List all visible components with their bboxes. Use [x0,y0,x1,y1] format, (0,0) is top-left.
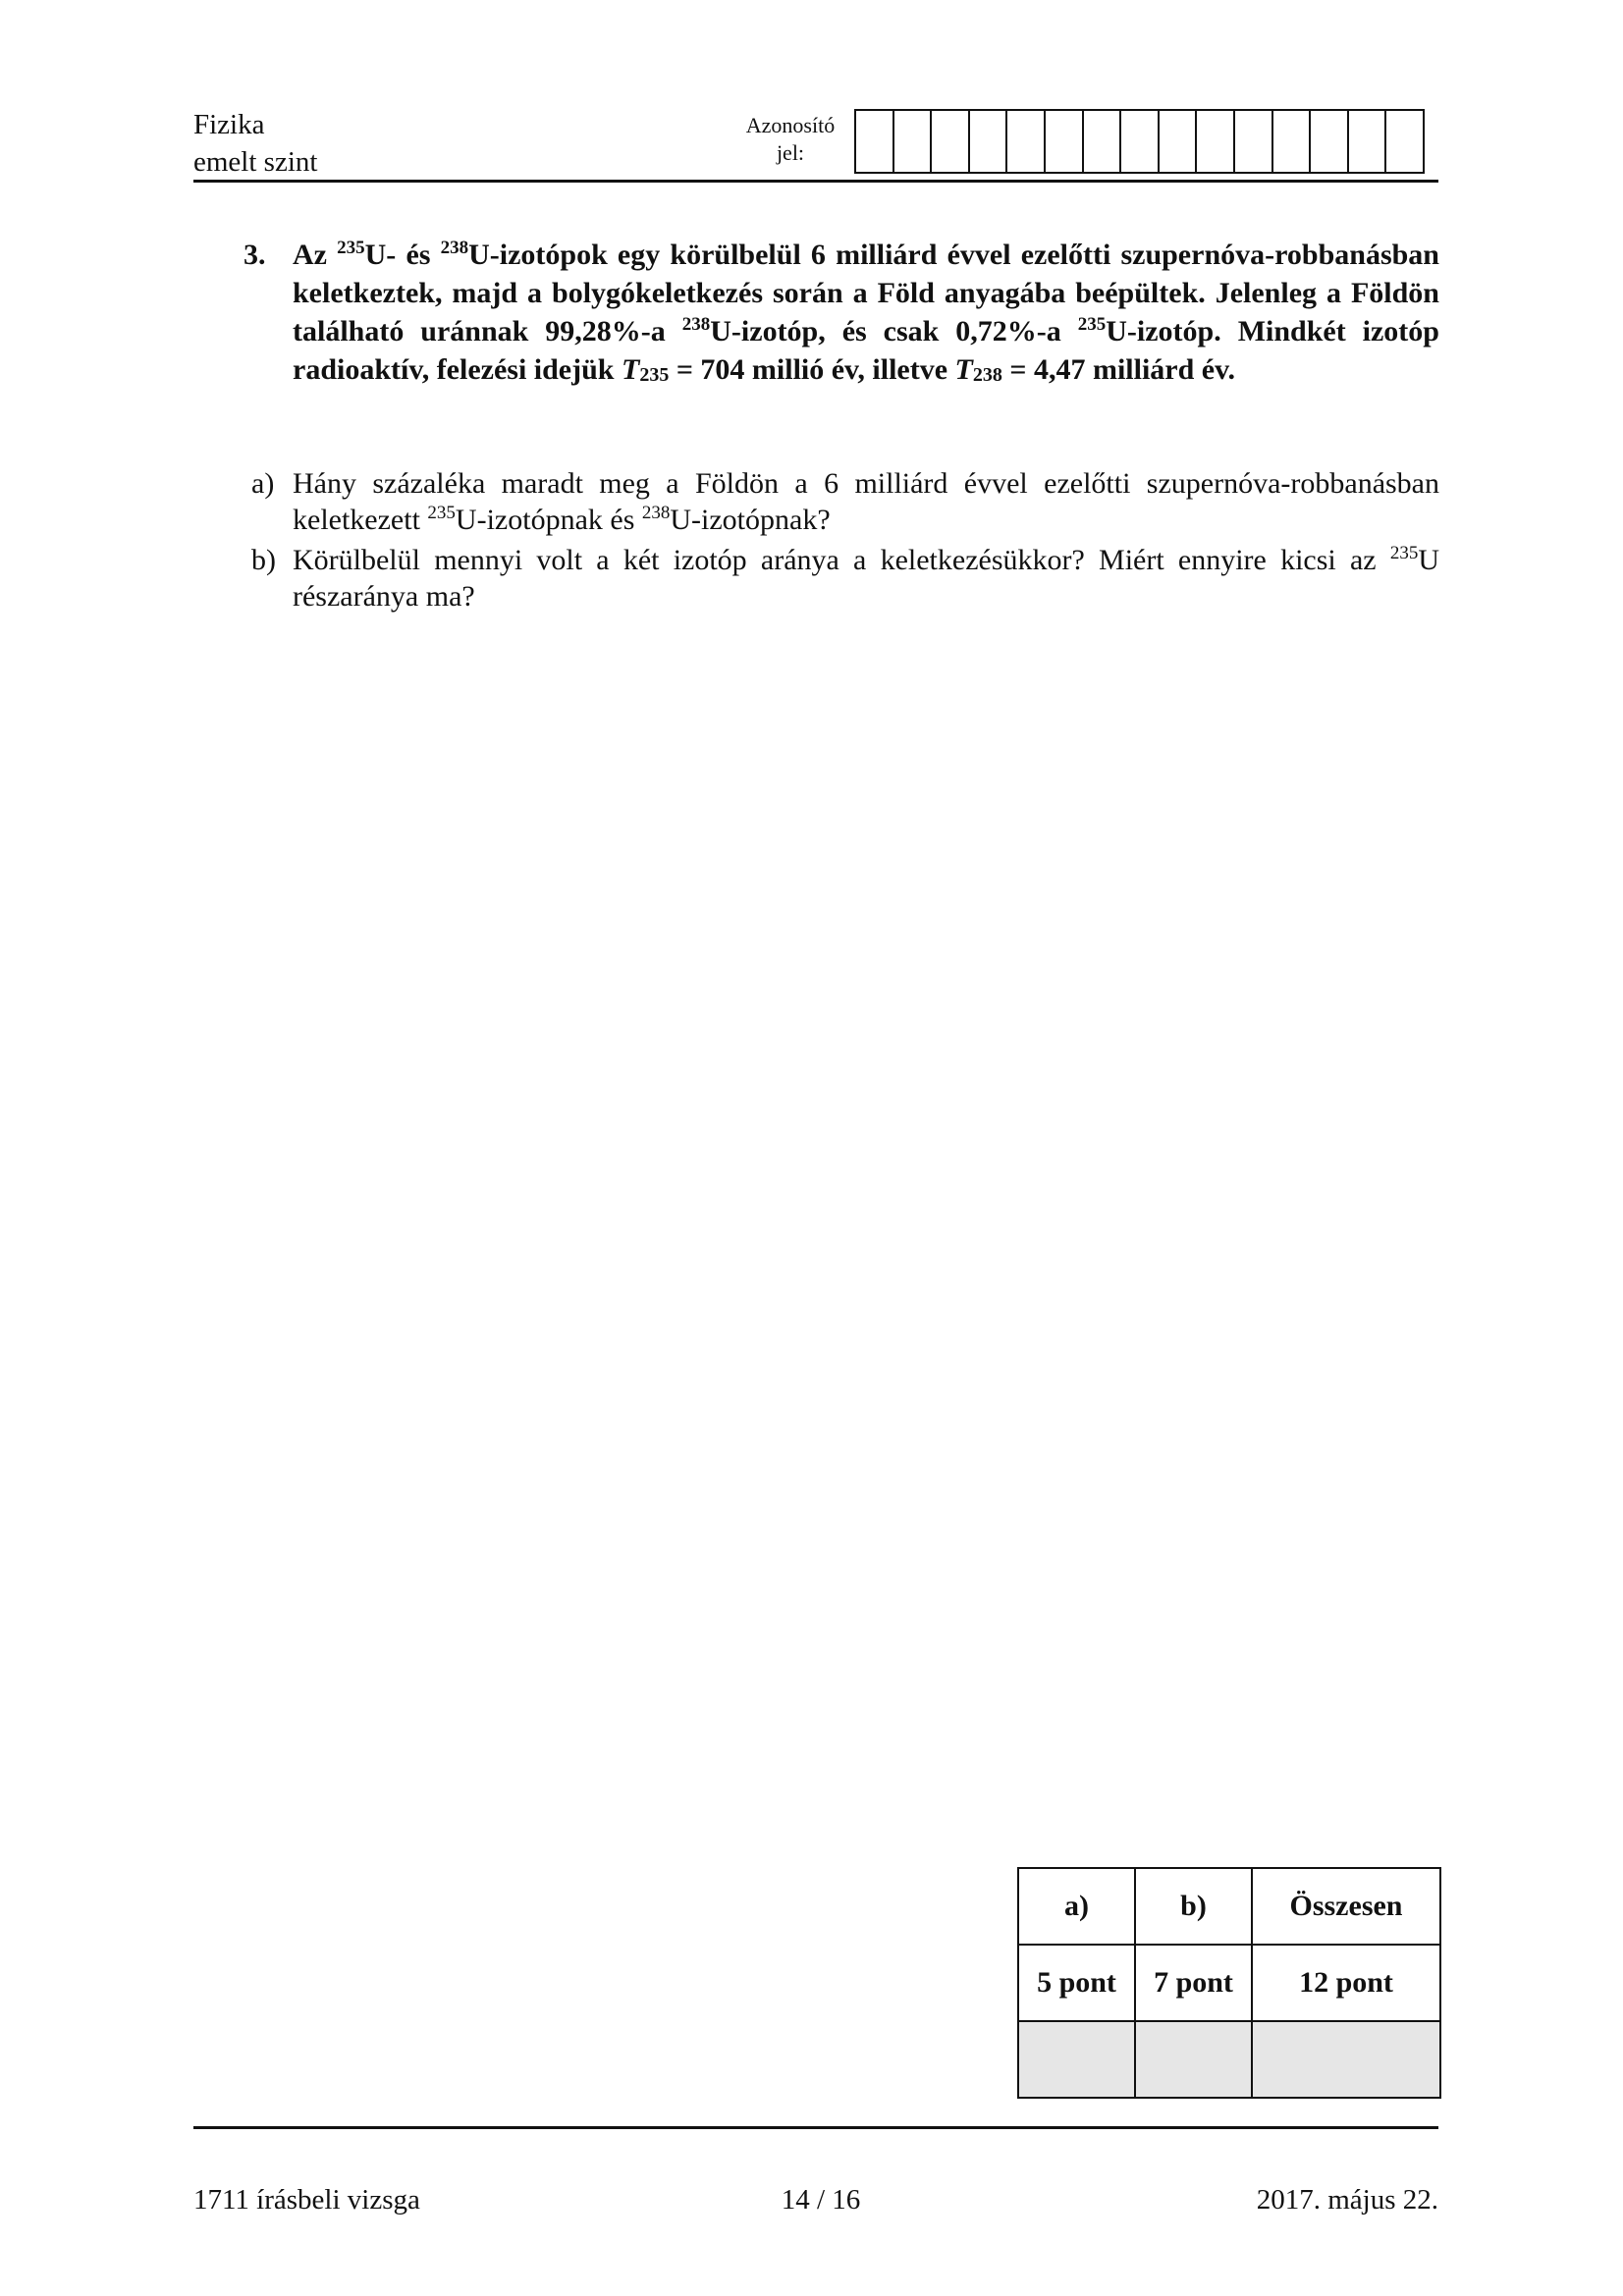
score-achieved-a[interactable] [1018,2021,1135,2098]
question-b [251,542,1439,614]
score-points-b: 7 pont [1135,1945,1252,2021]
subject-name: Fizika [193,109,265,140]
half-life-subscript-238: 238 [972,364,1002,386]
id-box[interactable] [1197,109,1235,174]
question-a-text-3: U-izotópnak? [670,504,831,536]
question-a-letter: a) [251,467,275,500]
intro-text-1: Az [293,239,338,271]
question-a-isotope-235: 235 [427,503,456,523]
question-a-text [293,465,1439,538]
id-box[interactable] [1121,109,1160,174]
id-label-line2: jel: [776,140,805,165]
half-life-symbol-2: T [954,353,973,386]
score-achieved-total[interactable] [1252,2021,1440,2098]
intro-text-4: U-izotóp, és csak 0,72%-a [710,315,1078,347]
score-points-a: 5 pont [1018,1945,1135,2021]
footer-page-number: 14 / 16 [781,2184,861,2216]
task-intro-text [293,236,1439,395]
task-number: 3. [243,239,266,271]
id-box[interactable] [1235,109,1273,174]
id-label-line1: Azonosító [745,113,836,137]
intro-text-2: U- és [364,239,441,271]
question-b-isotope-235: 235 [1389,543,1419,563]
id-box[interactable] [1386,109,1425,174]
question-a-text-2: U-izotópnak és [455,504,642,536]
id-box[interactable] [1046,109,1084,174]
id-box[interactable] [1349,109,1387,174]
isotope-mass-235: 235 [337,238,365,258]
intro-text-5: U-izotóp. Mindkét izotóp radioaktív, felezési idejük [293,315,1439,386]
isotope-mass-235-b: 235 [1077,314,1107,335]
score-header-b: b) [1135,1868,1252,1945]
subject-level: emelt szint [193,146,318,178]
id-box[interactable] [894,109,933,174]
isotope-mass-238-b: 238 [681,314,711,335]
id-label [727,112,854,167]
half-life-subscript-235: 235 [639,364,670,386]
intro-text-7: = 4,47 milliárd év. [1001,353,1235,386]
header-divider [193,180,1438,183]
score-points-row [1018,1945,1440,2021]
score-header-row [1018,1868,1440,1945]
footer-exam-code: 1711 írásbeli vizsga [193,2184,420,2216]
score-header-a: a) [1018,1868,1135,1945]
isotope-mass-238: 238 [440,238,469,258]
half-life-symbol: T [621,353,640,386]
question-a [251,465,1439,538]
question-b-text [293,542,1439,614]
intro-text-6: = 704 millió év, illetve [669,353,955,386]
intro-text-3: U-izotópok egy körülbelül 6 milliárd évvel ezelőtti szupernóva-robbanásban keletkeztek, majd a bolygókeletkezés során a Föld anyagába beépültek. Jelenleg a Földön található uránnak 99,28%-a [293,239,1439,347]
id-box[interactable] [1084,109,1122,174]
id-box[interactable] [932,109,970,174]
id-box[interactable] [1311,109,1349,174]
score-achieved-b[interactable] [1135,2021,1252,2098]
footer-date: 2017. május 22. [1256,2184,1438,2216]
score-achieved-row [1018,2021,1440,2098]
header-subject [193,106,317,181]
score-header-total: Összesen [1252,1868,1440,1945]
footer-divider [193,2126,1438,2129]
question-a-isotope-238: 238 [641,503,671,523]
id-box-row [854,109,1425,174]
task-statement [243,236,1439,395]
question-b-letter: b) [251,544,276,576]
question-b-text-1: Körülbelül mennyi volt a két izotóp aránya a keletkezésükkor? Miért ennyire kicsi az [293,544,1390,576]
score-table [1017,1867,1441,2099]
id-box[interactable] [856,109,894,174]
question-b-text-2: U részaránya ma? [293,544,1439,613]
id-box[interactable] [970,109,1008,174]
id-box[interactable] [1007,109,1046,174]
id-box[interactable] [1160,109,1198,174]
score-points-total: 12 pont [1252,1945,1440,2021]
id-box[interactable] [1273,109,1312,174]
question-a-text-1: Hány százaléka maradt meg a Földön a 6 milliárd évvel ezelőtti szupernóva-robbanásban keletkezett [293,467,1439,536]
